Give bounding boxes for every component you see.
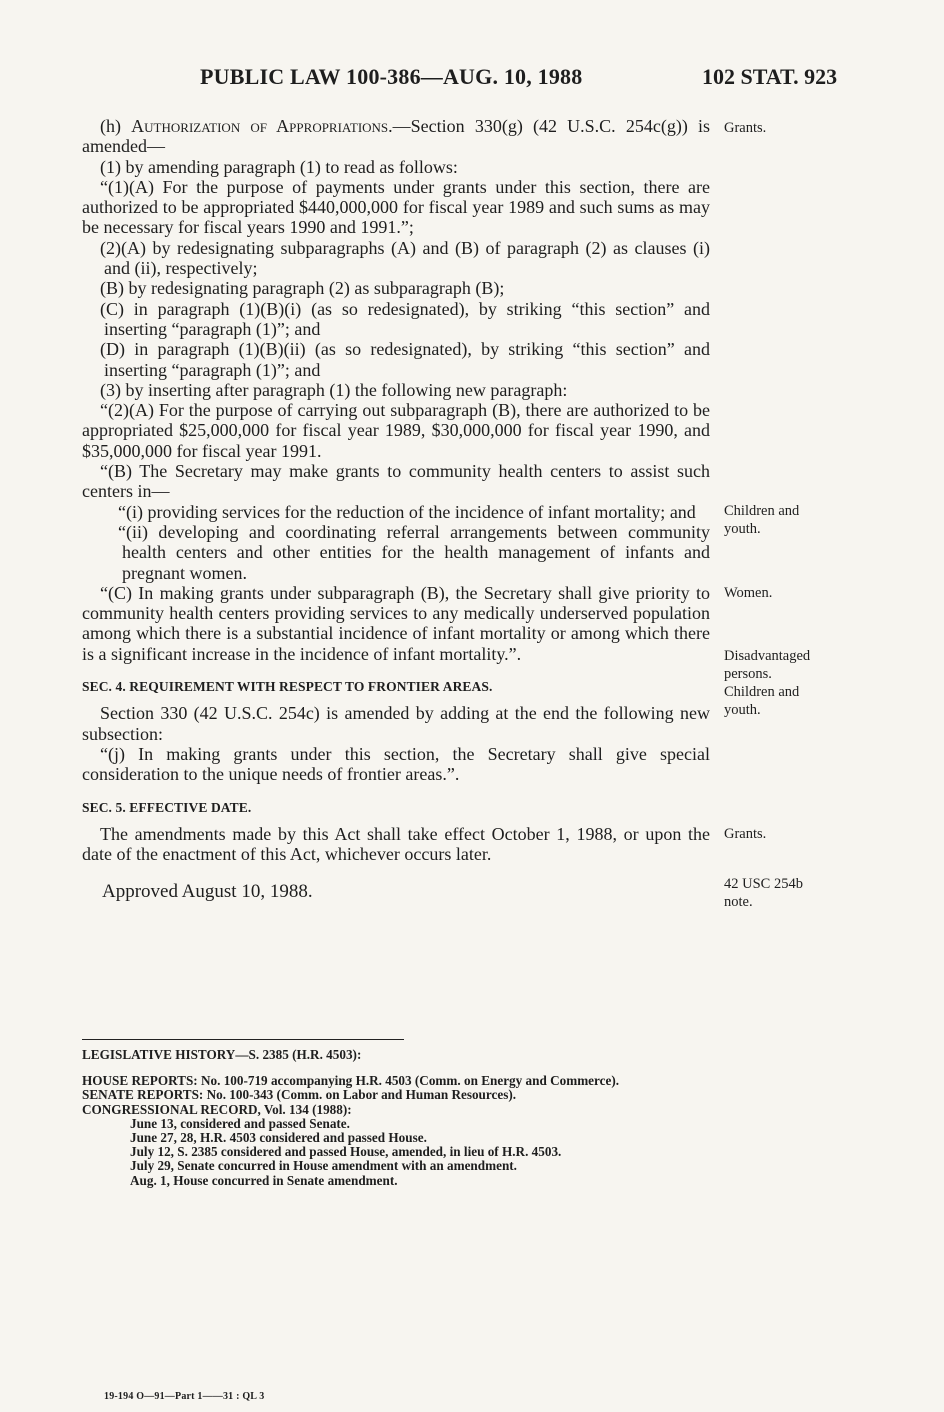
margin-note-grants: Grants. (724, 120, 767, 136)
section-5-text: The amendments made by this Act shall take effect October 1, 1988, or upon the date of the enactment of this Act, whichever occurs later. (82, 823, 710, 865)
paragraph-3: (3) by inserting after paragraph (1) the following new paragraph: (100, 379, 568, 400)
section-4-text: Section 330 (42 U.S.C. 254c) is amended by adding at the end the following new subsection: (82, 703, 710, 744)
paragraph-1a: “(1)(A) For the purpose of payments under grants under this section, there are authorized to be appropriated $440,000,000 for fiscal year 1989 and such sums as may be necessary for fiscal years 1990 and 1991.”; (82, 176, 710, 238)
paragraph-h-text: .—Section 330(g) (42 U.S.C. 254c(g)) is amended— (82, 116, 710, 157)
margin-note-usc: 42 USC 254b note. (724, 876, 803, 910)
print-footer: 19-194 O—91—Part 1——31 : QL 3 (104, 1391, 265, 1402)
history-divider (82, 1039, 404, 1040)
margin-note-disadvantaged: Disadvantaged persons. (724, 648, 811, 682)
margin-note-grants-2: Grants. (724, 826, 767, 842)
senate-reports: SENATE REPORTS: No. 100-343 (Comm. on Labor and Human Resources). (82, 1087, 517, 1103)
margin-note-children: Children and youth. (724, 503, 800, 537)
paragraph-new-b: “(B) The Secretary may make grants to community health centers to assist such centers in— (82, 461, 710, 502)
page-header-title: PUBLIC LAW 100-386—AUG. 10, 1988 (200, 64, 583, 89)
paragraph-h (82, 116, 710, 157)
subsection-j: “(j) In making grants under this section, the Secretary shall give special consideration to the unique needs of frontier areas.”. (82, 743, 710, 785)
body-text (82, 116, 710, 903)
history-entry: June 13, considered and passed Senate. (130, 1115, 350, 1131)
history-entry: July 29, Senate concurred in House amendment with an amendment. (130, 1158, 517, 1174)
house-reports: HOUSE REPORTS: No. 100-719 accompanying H.R. 4503 (Comm. on Energy and Commerce). (82, 1073, 620, 1089)
section-5-heading: SEC. 5. EFFECTIVE DATE. (82, 799, 252, 815)
congressional-record: CONGRESSIONAL RECORD, Vol. 134 (1988): (82, 1101, 352, 1117)
paragraph-1: (1) by amending paragraph (1) to read as follows: (100, 156, 458, 177)
paragraph-2c: (C) in paragraph (1)(B)(i) (as so redesignated), by striking “this section” and inserting “paragraph (1)”; and (100, 298, 710, 339)
clause-ii: “(ii) developing and coordinating referral arrangements between community health centers and other entities for the health management of infants and pregnant women. (118, 521, 710, 583)
paragraph-new-c: “(C) In making grants under subparagraph (B), the Secretary shall give priority to community health centers providing services to any medically underserved population among which there is a substantial incidence of infant mortality or among which there is a significant increase in the incidence of infant mortality.”. (82, 582, 710, 664)
margin-note-women: Women. (724, 585, 773, 601)
margin-note-children-2: Children and youth. (724, 684, 800, 718)
paragraph-2a: (2)(A) by redesignating subparagraphs (A) and (B) of paragraph (2) as clauses (i) and (ii), respectively; (100, 237, 710, 279)
history-entry: July 12, S. 2385 considered and passed House, amended, in lieu of H.R. 4503. (130, 1144, 562, 1160)
paragraph-2b: (B) by redesignating paragraph (2) as subparagraph (B); (100, 278, 505, 299)
paragraph-h-number: (h) (100, 116, 132, 136)
section-4-heading: SEC. 4. REQUIREMENT WITH RESPECT TO FRONTIER AREAS. (82, 679, 493, 695)
clause-i: “(i) providing services for the reduction of the incidence of infant mortality; and (118, 501, 696, 522)
paragraph-2d: (D) in paragraph (1)(B)(ii) (as so redesignated), by striking “this section” and inserting “paragraph (1)”; and (100, 339, 710, 380)
paragraph-h-caption: Authorization of Appropriations (131, 116, 389, 136)
history-heading: LEGISLATIVE HISTORY—S. 2385 (H.R. 4503): (82, 1047, 362, 1062)
legislative-history (82, 1048, 710, 1188)
history-entry: June 27, 28, H.R. 4503 considered and passed House. (130, 1130, 427, 1146)
page-header-stat: 102 STAT. 923 (702, 64, 838, 89)
history-entry: Aug. 1, House concurred in Senate amendment. (130, 1172, 398, 1188)
paragraph-new-2a: “(2)(A) For the purpose of carrying out subparagraph (B), there are authorized to be appropriated $25,000,000 for fiscal year 1989, $30,000,000 for fiscal year 1990, and $35,000,000 for fiscal year 1991. (82, 400, 710, 461)
approved-date: Approved August 10, 1988. (102, 881, 313, 903)
